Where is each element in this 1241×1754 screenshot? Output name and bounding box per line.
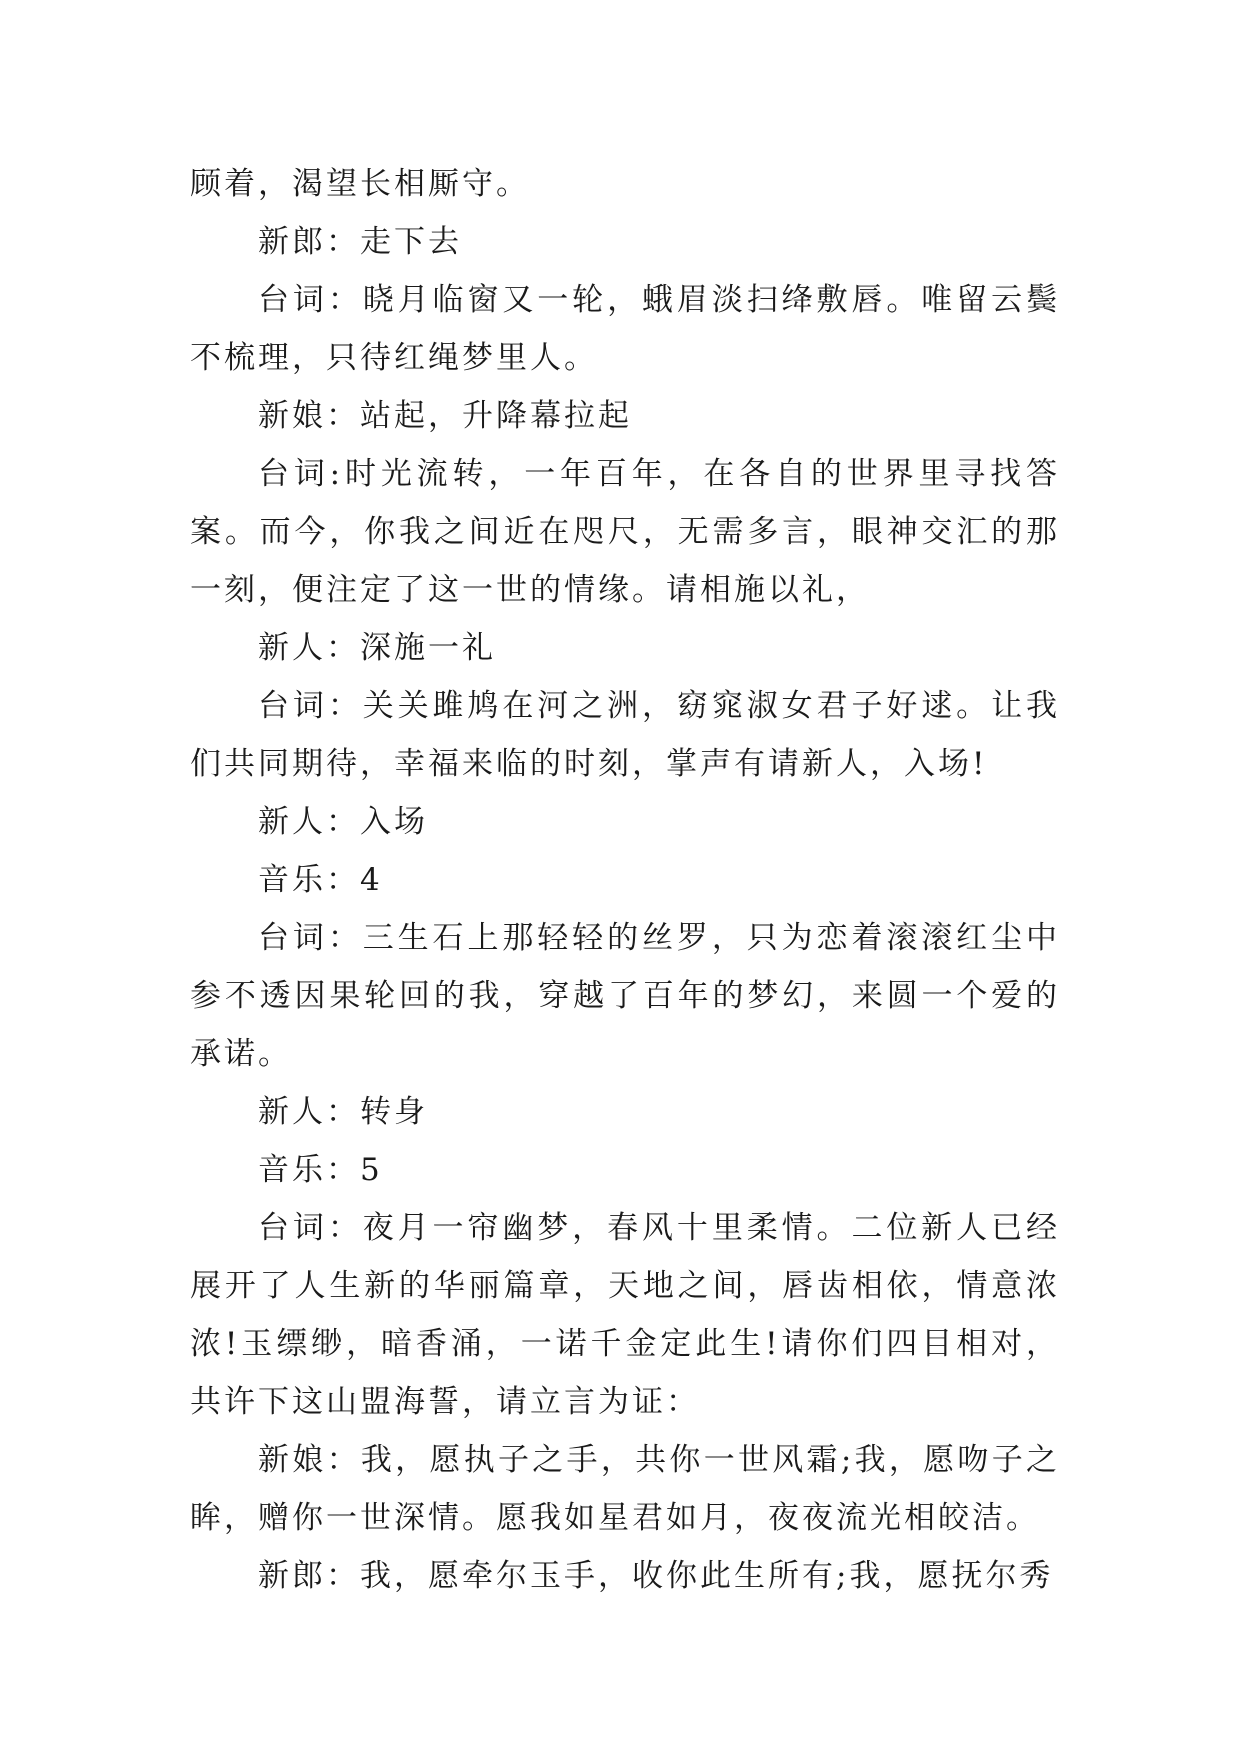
paragraph: 新人：入场 <box>258 804 428 840</box>
paragraph: 新娘：我，愿执子之手，共你一世风霜;我，愿吻子之眸，赠你一世深情。愿我如星君如月，夜夜流光相皎洁。 <box>190 1442 1060 1536</box>
paragraph: 新郎：我，愿牵尔玉手，收你此生所有;我，愿抚尔秀 <box>258 1558 1054 1594</box>
paragraph: 台词：晓月临窗又一轮，蛾眉淡扫绛敷唇。唯留云鬓不梳理，只待红绳梦里人。 <box>190 282 1060 376</box>
paragraph: 新郎：走下去 <box>258 224 462 260</box>
paragraph: 新人：深施一礼 <box>258 630 496 666</box>
paragraph: 新娘：站起，升降幕拉起 <box>258 398 632 434</box>
paragraph: 顾着，渴望长相厮守。 <box>190 166 530 202</box>
document-body <box>190 155 1060 1605</box>
paragraph: 台词：夜月一帘幽梦，春风十里柔情。二位新人已经展开了人生新的华丽篇章，天地之间，唇齿相依，情意浓浓!玉缥缈，暗香涌，一诺千金定此生!请你们四目相对，共许下这山盟海誓，请立言为证： <box>190 1210 1060 1420</box>
paragraph: 音乐：4 <box>258 862 383 898</box>
paragraph: 音乐：5 <box>258 1152 383 1188</box>
paragraph: 台词:时光流转，一年百年，在各自的世界里寻找答案。而今，你我之间近在咫尺，无需多言，眼神交汇的那一刻，便注定了这一世的情缘。请相施以礼， <box>190 456 1060 608</box>
paragraph: 台词：三生石上那轻轻的丝罗，只为恋着滚滚红尘中参不透因果轮回的我，穿越了百年的梦幻，来圆一个爱的承诺。 <box>190 920 1060 1072</box>
paragraph: 新人：转身 <box>258 1094 428 1130</box>
paragraph: 台词：关关雎鸠在河之洲，窈窕淑女君子好逑。让我们共同期待，幸福来临的时刻，掌声有请新人，入场! <box>190 688 1060 782</box>
